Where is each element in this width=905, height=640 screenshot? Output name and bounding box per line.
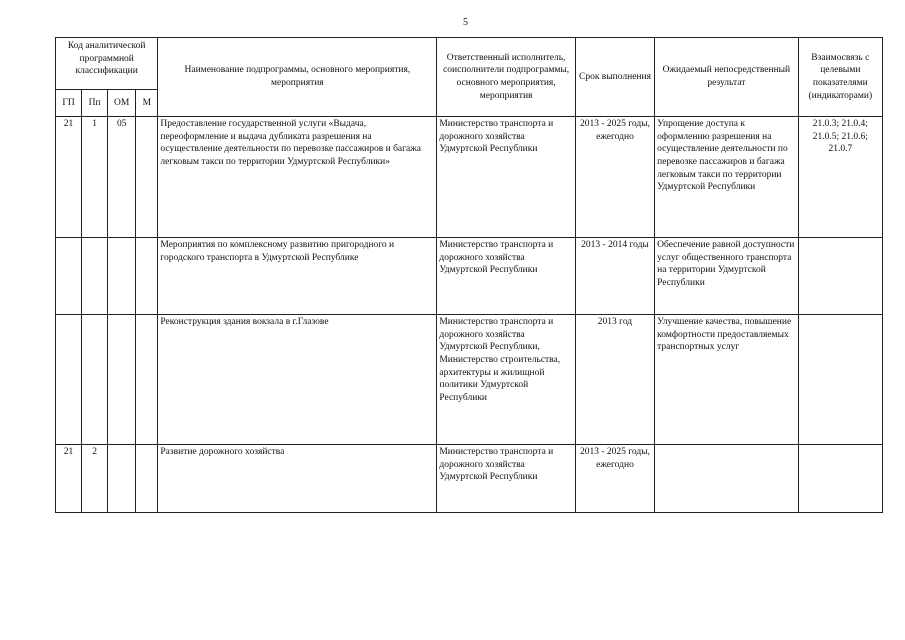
header-link: Взаимосвязь с целевыми показателями (индикаторами): [798, 38, 882, 117]
cell-gp: [56, 315, 82, 445]
cell-pp: 1: [82, 117, 108, 238]
cell-om: [108, 315, 136, 445]
cell-name: Мероприятия по комплексному развитию пригородного и городского транспорта в Удмуртской Республике: [158, 238, 437, 315]
cell-name: Предоставление государственной услуги «Выдача, переоформление и выдача дубликата разрешения на осуществление деятельности по перевозке пассажиров и багажа легковым такси по территории Удмуртской Республики»: [158, 117, 437, 238]
cell-term: 2013 - 2014 годы: [575, 238, 654, 315]
table-row: [56, 315, 883, 445]
cell-link: [798, 238, 882, 315]
cell-link: [798, 315, 882, 445]
cell-m: [136, 315, 158, 445]
cell-term: 2013 год: [575, 315, 654, 445]
cell-responsible: Министерство транспорта и дорожного хозяйства Удмуртской Республики, Министерство строительства, архитектуры и жилищной политики Удмуртской Республики: [437, 315, 575, 445]
cell-result: Улучшение качества, повышение комфортности предоставляемых транспортных услуг: [655, 315, 799, 445]
cell-m: [136, 445, 158, 513]
page-number: 5: [463, 17, 468, 28]
cell-pp: [82, 315, 108, 445]
cell-pp: 2: [82, 445, 108, 513]
header-result: Ожидаемый непосредственный результат: [655, 38, 799, 117]
cell-link: 21.0.3; 21.0.4; 21.0.5; 21.0.6; 21.0.7: [798, 117, 882, 238]
cell-pp: [82, 238, 108, 315]
header-m: М: [136, 90, 158, 117]
cell-link: [798, 445, 882, 513]
header-code-group: Код аналитической программной классификации: [56, 38, 158, 90]
program-table: [55, 37, 883, 513]
cell-om: [108, 445, 136, 513]
cell-gp: 21: [56, 117, 82, 238]
cell-name: Реконструкция здания вокзала в г.Глазове: [158, 315, 437, 445]
header-gp: ГП: [56, 90, 82, 117]
cell-responsible: Министерство транспорта и дорожного хозяйства Удмуртской Республики: [437, 238, 575, 315]
cell-name: Развитие дорожного хозяйства: [158, 445, 437, 513]
header-responsible: Ответственный исполнитель, соисполнители подпрограммы, основного мероприятия, мероприятия: [437, 38, 575, 117]
cell-om: [108, 238, 136, 315]
cell-result: Упрощение доступа к оформлению разрешения на осуществление деятельности по перевозке пассажиров и багажа легковым такси по территории Удмуртской Республики: [655, 117, 799, 238]
cell-term: 2013 - 2025 годы, ежегодно: [575, 117, 654, 238]
cell-gp: [56, 238, 82, 315]
table-row: [56, 117, 883, 238]
cell-term: 2013 - 2025 годы, ежегодно: [575, 445, 654, 513]
header-name: Наименование подпрограммы, основного мероприятия, мероприятия: [158, 38, 437, 117]
header-om: ОМ: [108, 90, 136, 117]
table-row: [56, 238, 883, 315]
cell-result: Обеспечение равной доступности услуг общественного транспорта на территории Удмуртской Республики: [655, 238, 799, 315]
table-row: [56, 445, 883, 513]
cell-responsible: Министерство транспорта и дорожного хозяйства Удмуртской Республики: [437, 117, 575, 238]
header-term: Срок выполнения: [575, 38, 654, 117]
cell-m: [136, 238, 158, 315]
cell-gp: 21: [56, 445, 82, 513]
cell-result: [655, 445, 799, 513]
cell-responsible: Министерство транспорта и дорожного хозяйства Удмуртской Республики: [437, 445, 575, 513]
cell-m: [136, 117, 158, 238]
cell-om: 05: [108, 117, 136, 238]
header-pp: Пп: [82, 90, 108, 117]
